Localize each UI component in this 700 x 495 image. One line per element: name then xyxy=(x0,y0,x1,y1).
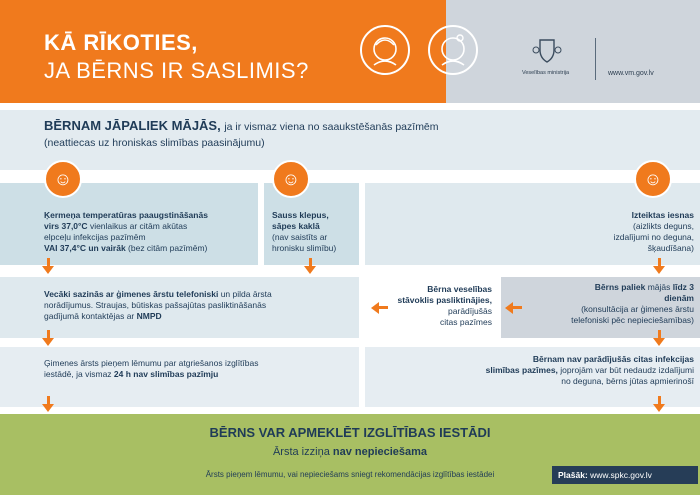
page-title-line1: KĀ RĪKOTIES, xyxy=(44,30,198,55)
stay-home-rest: ja ir vismaz viena no saaukstēšanās pazīmēm xyxy=(224,121,439,133)
worsened-text: Bērna veselības stāvoklis pasliktinājies, parādījušās citas pazīmes xyxy=(397,284,492,327)
temperature-text: Ķermeņa temperatūras paaugstināšanās virs 37,0°C vienlaikus ar citām akūtas elpceļu infekcijas pazīmēm VAI 37,4°C un vairāk (bez citām pazīmēm) xyxy=(44,210,208,253)
thermometer-child-icon: ☺ xyxy=(44,160,82,198)
page-title-line2: JA BĒRNS IR SASLIMIS? xyxy=(44,58,309,83)
arrow-stem xyxy=(378,306,388,309)
cough-text: Sauss klepus, sāpes kaklā (nav saistīts ar hronisku slimību) xyxy=(272,210,337,253)
arrow-stem xyxy=(512,306,522,309)
logo-divider xyxy=(595,38,596,80)
ministry-website[interactable]: www.vm.gov.lv xyxy=(608,70,654,77)
arrow-down-icon xyxy=(653,338,665,346)
sick-girl-icon xyxy=(428,25,478,75)
footer-sub: Ārsts pieņem lēmumu, vai nepieciešams sniegt rekomendācijas izglītības iestādei xyxy=(205,470,495,479)
no-symptoms-text: Bērnam nav parādījušās citas infekcijas slimības pazīmes, joprojām var būt nedaudz izdalījumi no deguna, bērns jūtas apmierinošī xyxy=(485,354,694,386)
contact-doctor-text: Vecāki sazinās ar ģimenes ārstu telefoniski un pilda ārsta norādījumus. Straujas, būtiskas pašsajūtas pasliktināšanās gadījumā kontaktējas ar NMPD xyxy=(44,289,272,321)
arrow-down-icon xyxy=(653,404,665,412)
stay-home-days-text: Bērns paliek mājās līdz 3 dienām (konsultācija ar ģimenes ārstu telefoniski pēc nepieciešamības) xyxy=(571,282,694,325)
stay-home-text xyxy=(44,118,439,133)
footer-heading: BĒRNS VAR APMEKLĒT IZGLĪTĪBAS IESTĀDI xyxy=(209,425,491,440)
more-info-link[interactable]: Plašāk: www.spkc.gov.lv xyxy=(552,466,698,484)
arrow-down-icon xyxy=(42,404,54,412)
runny-nose-text: Izteiktas iesnas (aizlikts deguns, izdalījumi no deguna, šķaudīšana) xyxy=(613,210,694,253)
stay-home-heading: BĒRNAM JĀPALIEK MĀJĀS, xyxy=(44,118,221,133)
sneezing-child-icon-2: ☺ xyxy=(634,160,672,198)
header-logo-area xyxy=(446,0,700,103)
doctor-decision-text: Ģimenes ārsts pieņem lēmumu par atgriešanos izglītības iestādē, ja vismaz 24 h nav slimības pazīmju xyxy=(44,358,259,379)
arrow-down-icon xyxy=(42,266,54,274)
arrow-down-icon xyxy=(653,266,665,274)
arrow-down-icon xyxy=(42,338,54,346)
footer-note: Ārsta izziņa nav nepieciešama xyxy=(272,446,428,458)
sneezing-child-icon xyxy=(360,25,410,75)
ministry-name: Veselības ministrija xyxy=(522,70,570,76)
stay-home-note: (neattiecas uz hroniskas slimības paasinājumu) xyxy=(44,137,265,149)
coat-of-arms-icon xyxy=(532,36,562,64)
coughing-child-icon: ☺ xyxy=(272,160,310,198)
arrow-down-icon xyxy=(304,266,316,274)
